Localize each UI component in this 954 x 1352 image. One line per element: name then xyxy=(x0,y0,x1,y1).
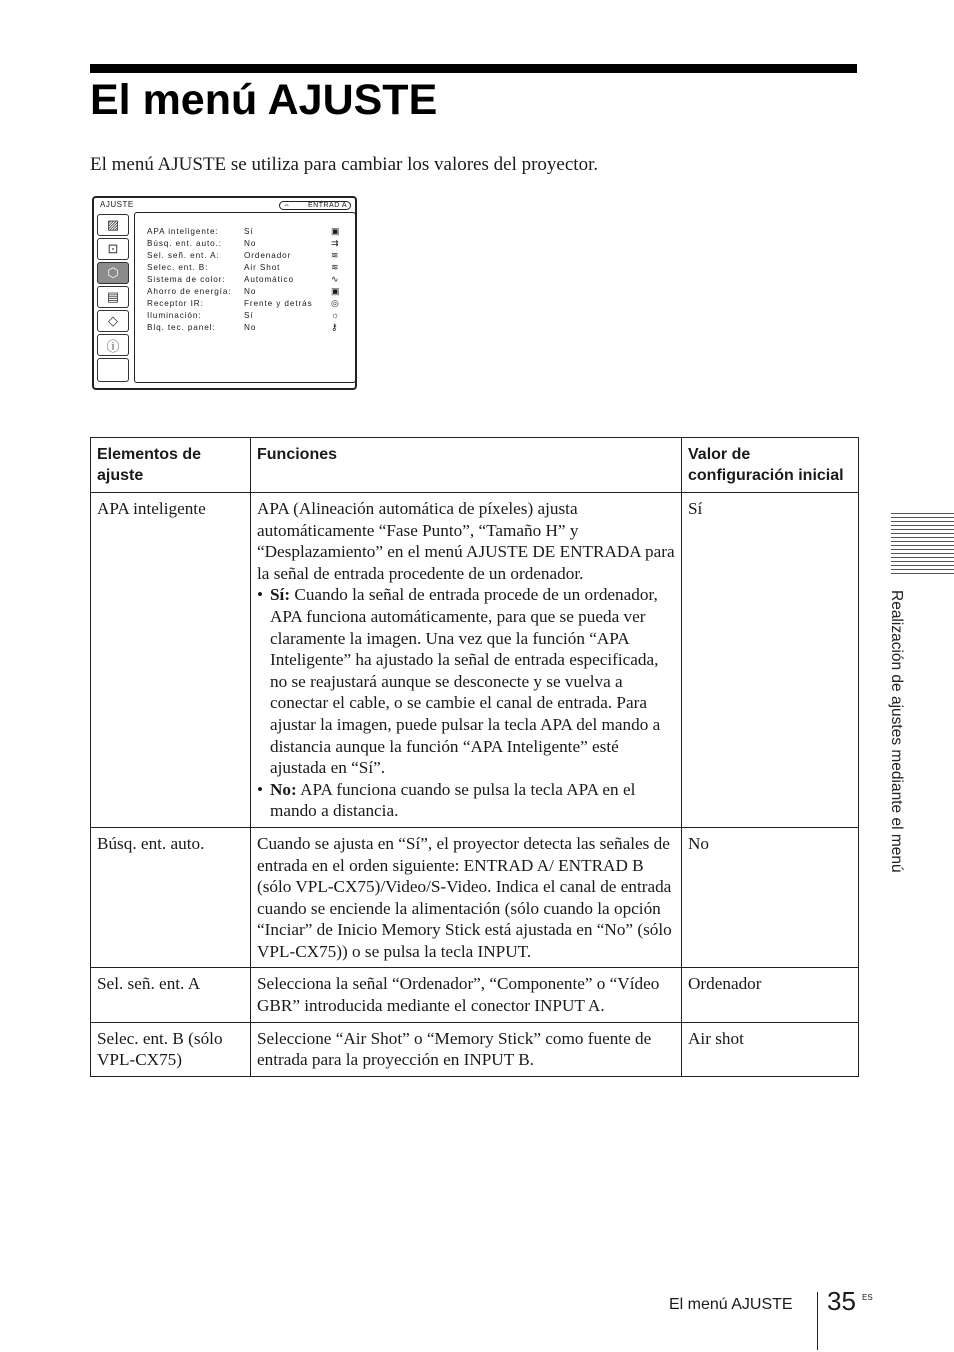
intro-text: El menú AJUSTE se utiliza para cambiar los valores del proyector. xyxy=(90,154,599,175)
menu-row-label: Selec. ent. B: xyxy=(147,263,209,272)
side-tab-lines xyxy=(891,513,954,577)
menu-row-label: Sel. señ. ent. A: xyxy=(147,251,220,260)
bullet-text: APA funciona cuando se pulsa la tecla APA en el mando a distancia. xyxy=(270,779,636,821)
bullet-term: Sí: xyxy=(270,585,291,605)
item-cell: Selec. ent. B (sólo VPL-CX75) xyxy=(91,1022,251,1076)
illumination-icon: ☼ xyxy=(331,310,341,320)
table-row xyxy=(91,493,859,828)
ir-receiver-icon: ◎ xyxy=(331,298,340,308)
page-number: 35 xyxy=(827,1286,856,1316)
initial-value-cell: No xyxy=(682,827,859,968)
table-row xyxy=(91,827,859,968)
menu-row-label: Iluminación: xyxy=(147,311,202,320)
function-text: APA (Alineación automática de píxeles) ajusta automáticamente “Fase Punto”, “Tamaño H” y “Desplazamiento” en el menú AJUSTE DE ENTRADA para la señal de entrada procedente de un ordenador. xyxy=(257,499,675,583)
language-code: ES xyxy=(862,1293,873,1302)
function-cell xyxy=(251,493,682,828)
input-setting-icon: ▤ xyxy=(97,286,129,308)
initial-value-cell: Sí xyxy=(682,493,859,828)
item-cell: Sel. señ. ent. A xyxy=(91,968,251,1022)
menu-icon-column xyxy=(97,214,131,384)
menu-row-value: Sí xyxy=(244,227,254,236)
column-header: Valor de configuración inicial xyxy=(682,438,859,493)
bullet-term: No: xyxy=(270,779,297,799)
menu-row-value: Ordenador xyxy=(244,251,292,260)
bullet-item xyxy=(257,779,675,822)
menu-row-value: Air Shot xyxy=(244,263,281,272)
information-icon: ⓘ xyxy=(97,334,129,356)
side-tab-label: Realización de ajustes mediante el menú xyxy=(888,590,905,873)
menu-row-value: Sí xyxy=(244,311,254,320)
bullet-item xyxy=(257,584,675,778)
menu-row-label: Sistema de color: xyxy=(147,275,226,284)
picture-icon: ▨ xyxy=(97,214,129,236)
auto-input-icon: ⇉ xyxy=(331,238,340,248)
setting-icon: ⬡ xyxy=(97,262,129,284)
menu-row-label: Búsq. ent. auto.: xyxy=(147,239,222,248)
menu-row-label: APA inteligente: xyxy=(147,227,219,236)
item-cell: APA inteligente xyxy=(91,493,251,828)
input-b-icon: ≋ xyxy=(331,262,340,272)
column-header: Elementos de ajuste xyxy=(91,438,251,493)
footer-rule xyxy=(817,1292,818,1350)
initial-value-cell: Ordenador xyxy=(682,968,859,1022)
column-header: Funciones xyxy=(251,438,682,493)
input-icon: ⇔ xyxy=(283,202,291,209)
apa-icon: ▣ xyxy=(331,226,341,236)
bullet-dot: • xyxy=(257,585,264,605)
key-icon: ⚷ xyxy=(331,322,339,332)
footer-section-label: El menú AJUSTE xyxy=(669,1296,793,1313)
power-saving-icon: ▣ xyxy=(331,286,341,296)
menu-input-indicator xyxy=(279,201,351,210)
function-cell: Selecciona la señal “Ordenador”, “Componente” o “Vídeo GBR” introducida mediante el conector INPUT A. xyxy=(251,968,682,1022)
bullet-dot: • xyxy=(257,779,264,799)
function-cell: Cuando se ajusta en “Sí”, el proyector detecta las señales de entrada en el orden siguiente: ENTRAD A/ ENTRAD B (sólo VPL-CX75)/Video/S-Video. Indica el canal de entrada cuando se enciende la alimentación (sólo cuando la opción “Inciar” de Inicio Memory Stick está ajustada en “No” (sólo VPL-CX75)) o se pulsa la tecla INPUT. xyxy=(251,827,682,968)
menu-row-value: No xyxy=(244,323,257,332)
page-title: El menú AJUSTE xyxy=(90,76,438,124)
installation-icon: ◇ xyxy=(97,310,129,332)
menu-row-value: No xyxy=(244,239,257,248)
menu-row-value: Frente y detrás xyxy=(244,299,313,308)
title-rule xyxy=(90,64,857,73)
function-cell: Seleccione “Air Shot” o “Memory Stick” como fuente de entrada para la proyección en INPUT B. xyxy=(251,1022,682,1076)
menu-row-label: Ahorro de energía: xyxy=(147,287,232,296)
color-system-icon: ∿ xyxy=(331,274,340,284)
menu-header: AJUSTE xyxy=(100,200,134,209)
menu-row-label: Blq. tec. panel: xyxy=(147,323,216,332)
menu-panel xyxy=(134,212,356,383)
input-a-icon: ≋ xyxy=(331,250,340,260)
blank-icon xyxy=(97,358,129,382)
table-row xyxy=(91,1022,859,1076)
menu-row-value: No xyxy=(244,287,257,296)
table-row xyxy=(91,968,859,1022)
initial-value-cell: Air shot xyxy=(682,1022,859,1076)
settings-table xyxy=(90,437,859,1077)
menu-input-label: ENTRAD A xyxy=(307,202,347,209)
item-cell: Búsq. ent. auto. xyxy=(91,827,251,968)
table-header-row xyxy=(91,438,859,493)
menu-row-value: Automático xyxy=(244,275,294,284)
menu-row-label: Receptor IR: xyxy=(147,299,204,308)
menu-screenshot xyxy=(92,196,357,390)
bullet-text: Cuando la señal de entrada procede de un ordenador, APA funciona automáticamente, para que se pueda ver claramente la imagen. Una vez que la función “APA Inteligente” ha ajustado la señal de entrada especificada, no se reajustará aunque se desconecte y se vuelva a conectar el cable, o se cambie el canal de entrada. Para ajustar la imagen, puede pulsar la tecla APA del mando a distancia aunque la función “APA Inteligente” esté ajustada en “Sí”. xyxy=(270,585,661,778)
screen-icon: ⊡ xyxy=(97,238,129,260)
